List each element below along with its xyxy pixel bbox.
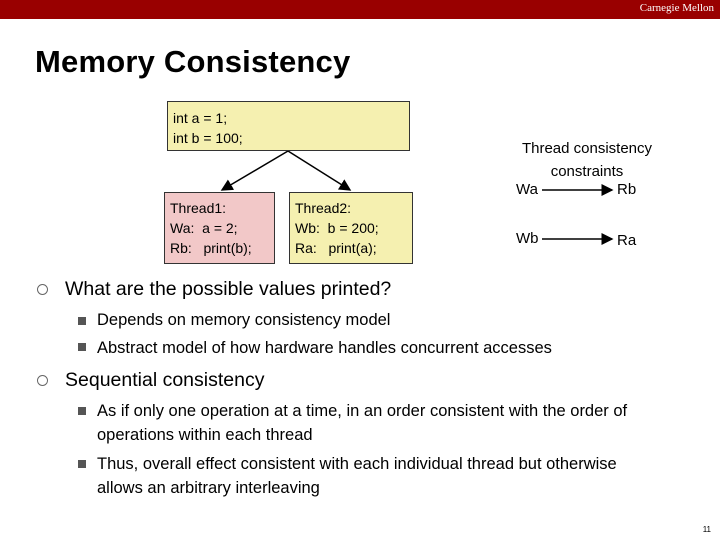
bullet-sequential: Sequential consistency: [65, 369, 265, 391]
square-bullet-icon: [78, 460, 86, 468]
slide-title: Memory Consistency: [35, 44, 351, 79]
thread2-name: Thread2:: [295, 200, 352, 216]
constraint-wb-label: Wb: [516, 230, 539, 247]
thread1-write: Wa: a = 2;: [170, 220, 238, 236]
sub-bullet-one-op: As if only one operation at a time, in an order consistent with the order of operations within each thread: [97, 402, 628, 444]
page-number: 11: [702, 525, 711, 534]
bullet-circle-icon: [37, 375, 48, 386]
bullet-question: What are the possible values printed?: [65, 278, 392, 300]
constraint-wa-label: Wa: [516, 181, 538, 198]
constraints-title-line1: Thread consistency: [521, 140, 653, 157]
code-line-1: int a = 1;: [173, 110, 228, 126]
thread1-box: [164, 192, 275, 264]
thread1-read: Rb: print(b);: [170, 240, 252, 256]
shared-variables-box: [167, 101, 410, 151]
constraints-title-line2: constraints: [550, 163, 624, 180]
sub-bullet-model: Depends on memory consistency model: [97, 311, 391, 329]
sub-bullet-abstract: Abstract model of how hardware handles concurrent accesses: [97, 339, 552, 357]
arrow-to-thread2: [288, 151, 350, 190]
bullet-circle-icon: [37, 284, 48, 295]
thread2-box: [289, 192, 413, 264]
sub-bullet-interleaving: Thus, overall effect consistent with each individual thread but otherwise allows an arbitrary interleaving: [97, 455, 617, 497]
constraints-title: [507, 137, 667, 183]
thread1-name: Thread1:: [170, 200, 227, 216]
square-bullet-icon: [78, 317, 86, 325]
square-bullet-icon: [78, 343, 86, 351]
constraint-ra-label: Ra: [617, 232, 637, 249]
thread2-write: Wb: b = 200;: [295, 220, 379, 236]
code-line-2: int b = 100;: [173, 130, 243, 146]
brand-label: Carnegie Mellon: [639, 2, 714, 14]
arrow-to-thread1: [222, 151, 288, 190]
square-bullet-icon: [78, 407, 86, 415]
thread2-read: Ra: print(a);: [295, 240, 377, 256]
constraint-rb-label: Rb: [617, 181, 637, 198]
